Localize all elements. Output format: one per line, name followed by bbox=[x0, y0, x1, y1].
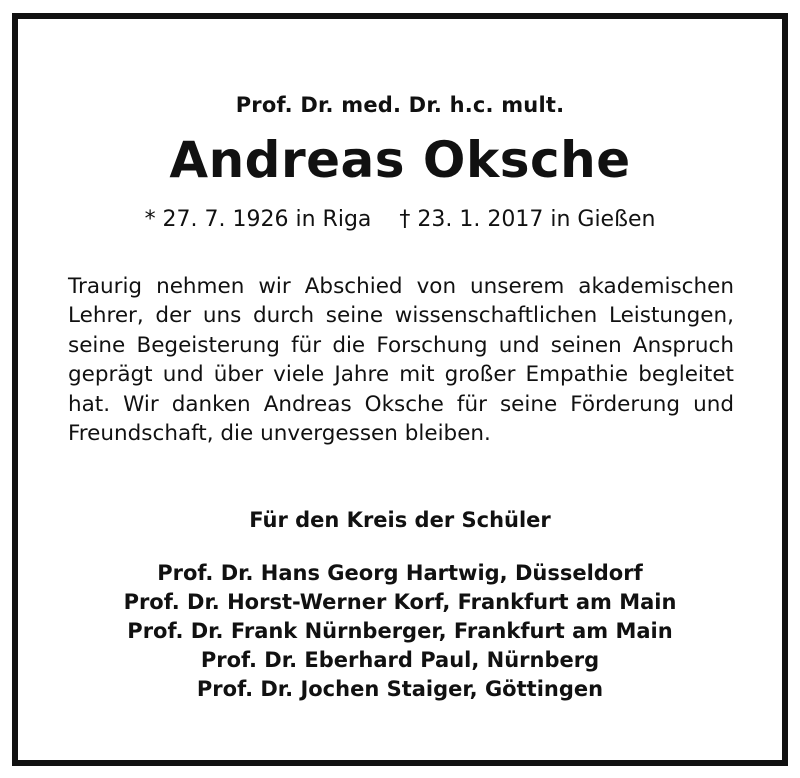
signer: Prof. Dr. Jochen Staiger, Göttingen bbox=[196, 677, 604, 701]
signer-list bbox=[18, 559, 782, 704]
deceased-name: Andreas Oksche bbox=[169, 131, 631, 189]
life-dates bbox=[18, 207, 782, 232]
obituary-text: Traurig nehmen wir Abschied von unserem akademischen Lehrer, der uns durch seine wissenschaftlichen Leistungen, seine Begeisterung für die Forschung und seinen Anspruch geprägt und über viele Jahre mit großer Empathie begleitet hat. Wir danken Andreas Oksche für seine Förderung und Freundschaft, die unvergessen bleiben. bbox=[68, 274, 734, 447]
academic-title: Prof. Dr. med. Dr. h.c. mult. bbox=[235, 93, 565, 117]
signer: Prof. Dr. Eberhard Paul, Nürnberg bbox=[200, 648, 600, 672]
signer: Prof. Dr. Hans Georg Hartwig, Düsseldorf bbox=[157, 561, 643, 585]
signer: Prof. Dr. Horst-Werner Korf, Frankfurt am Main bbox=[123, 590, 677, 614]
signer-group-label: Für den Kreis der Schüler bbox=[249, 508, 551, 532]
death-date: † 23. 1. 2017 in Gießen bbox=[399, 207, 656, 232]
signer: Prof. Dr. Frank Nürnberger, Frankfurt am Main bbox=[127, 619, 673, 643]
birth-date: * 27. 7. 1926 in Riga bbox=[144, 207, 372, 232]
obituary-frame bbox=[12, 13, 788, 766]
